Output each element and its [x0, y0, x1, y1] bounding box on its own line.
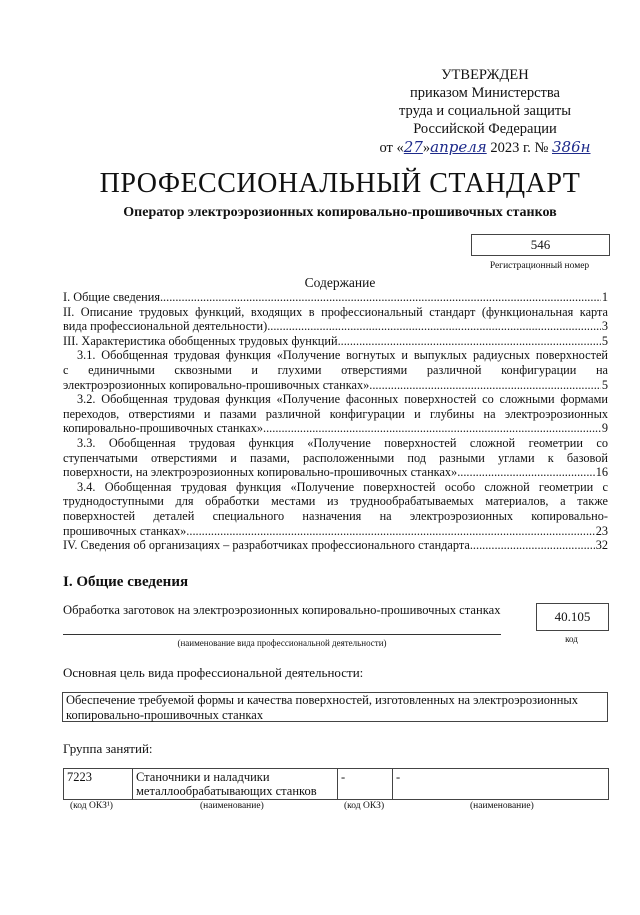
page-title: ПРОФЕССИОНАЛЬНЫЙ СТАНДАРТ: [99, 168, 581, 199]
approval-line-4: Российской Федерации: [413, 121, 557, 137]
toc-heading: Содержание: [304, 275, 376, 290]
toc-entry-text[interactable]: 3.3. Обобщенная трудовая функция «Получение поверхностей сложной геометрии со: [77, 435, 608, 450]
table-of-contents: [63, 290, 608, 553]
occupation-name-cell: Станочники и наладчики металлообрабатывающих станков: [133, 769, 338, 800]
handwritten-month: апреля: [430, 138, 487, 156]
divider: [63, 634, 501, 635]
toc-entry-text[interactable]: 3.4. Обобщенная трудовая функция «Получение поверхностей особо сложной геометрии с: [77, 479, 608, 494]
goal-label: Основная цель вида профессиональной деятельности:: [63, 665, 364, 680]
caption-okz-code: (код ОКЗ¹): [70, 801, 113, 811]
toc-entry[interactable]: поверхности, на электроэрозионных копировально-прошивочных станках» ..... 16: [63, 465, 608, 480]
handwritten-number: 386н: [551, 138, 591, 156]
caption-okz-code-2: (код ОКЗ): [344, 801, 385, 811]
okz-code-cell-2: -: [338, 769, 393, 800]
toc-entry[interactable]: IV. Сведения об организациях – разработчиках профессионального стандарта ..... 32: [63, 538, 608, 553]
occupation-name-cell-2: -: [393, 769, 609, 800]
toc-entry-text[interactable]: ступенчатыми отверстиями и пазами, расположенными под разными углами к базовой: [63, 450, 608, 465]
toc-entry[interactable]: электроэрозионных копировально-прошивочных станках» ..... 5: [63, 378, 608, 393]
approval-line-3: труда и социальной защиты: [399, 103, 571, 119]
caption-name: (наименование): [200, 801, 264, 811]
toc-entry[interactable]: вида профессиональной деятельности) ..... 3: [63, 319, 608, 334]
goal-box: Обеспечение требуемой формы и качества поверхностей, изготовленных на электроэрозионных копировально-прошивочных станках: [62, 692, 608, 722]
okz-code-cell: 7223: [64, 769, 133, 800]
activity-kind-caption: (наименование вида профессиональной деятельности): [177, 638, 387, 648]
registration-number-label: Регистрационный номер: [489, 261, 590, 271]
toc-entry-text[interactable]: труднодоступными для обработки местами из труднообрабатываемых материалов, а также: [63, 494, 608, 509]
section-heading: I. Общие сведения: [63, 574, 189, 590]
registration-number-box: 546: [471, 234, 610, 256]
table-row: [64, 769, 609, 800]
toc-entry[interactable]: III. Характеристика обобщенных трудовых функций ..... 5: [63, 334, 608, 349]
handwritten-day: 27: [403, 138, 423, 156]
approval-line-2: приказом Министерства: [410, 85, 560, 101]
toc-entry[interactable]: копировально-прошивочных станках» ..... 9: [63, 421, 608, 436]
toc-entry[interactable]: прошивочных станках» ..... 23: [63, 524, 608, 539]
page-subtitle: Оператор электроэрозионных копировально-прошивочных станков: [123, 205, 557, 220]
activity-code-caption: код: [565, 634, 578, 644]
approval-block: [360, 66, 610, 157]
caption-name-2: (наименование): [470, 801, 534, 811]
group-label: Группа занятий:: [63, 741, 153, 756]
occupation-group-table: [63, 768, 609, 800]
toc-entry-text[interactable]: II. Описание трудовых функций, входящих в профессиональный стандарт (функциональная карта: [63, 304, 608, 319]
toc-entry-text[interactable]: с единичными сквозными и глухими отверстиями различной конфигурации на: [63, 362, 608, 377]
activity-code-box: 40.105: [536, 603, 609, 631]
toc-entry[interactable]: I. Общие сведения ..... 1: [63, 290, 608, 305]
toc-entry-text[interactable]: переходов, отверстиями и пазами различной конфигурации и глубины на электроэрозионных: [63, 406, 608, 421]
approval-line-1: УТВЕРЖДЕН: [441, 67, 529, 83]
toc-entry-text[interactable]: 3.2. Обобщенная трудовая функция «Получение фасонных поверхностей со сложными формами: [77, 392, 608, 407]
toc-entry-text[interactable]: поверхностей деталей специального назначения на электроэрозионных копировально-: [63, 508, 608, 523]
toc-entry-text[interactable]: 3.1. Обобщенная трудовая функция «Получение вогнутых и выпуклых радиусных поверхностей: [77, 348, 608, 363]
approval-date-line: от «27»апреля 2023 г. № 386н: [379, 138, 591, 156]
activity-kind: Обработка заготовок на электроэрозионных копировально-прошивочных станках: [63, 603, 501, 617]
